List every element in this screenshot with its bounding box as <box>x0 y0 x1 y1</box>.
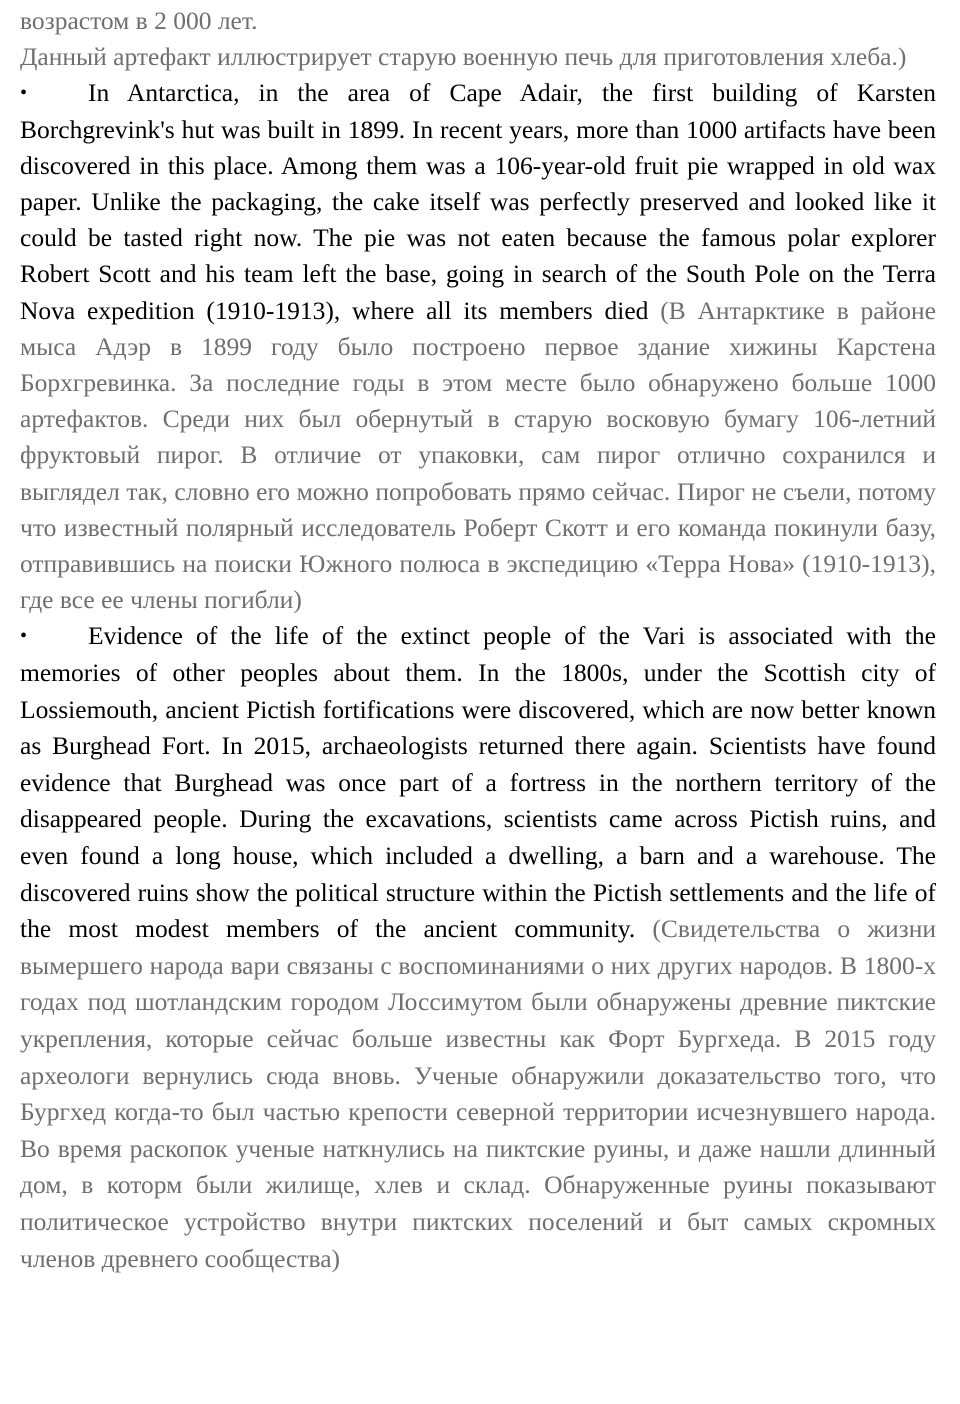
bullet-icon: • <box>20 625 28 648</box>
english-text-vari: Evidence of the life of the extinct people of the Vari is associated with the memories of other peoples about them. In the 1800s, under the Scottish city of Lossiemouth, ancient Pictish fortifications were discovered, which are now better known as Burghead Fort. In 2015, archaeologists returned there again. Scientists have found evidence that Burghead was once part of a fortress in the northern territory of the disappeared people. During the excavations, scientists came across Pictish ruins, and even found a long house, which included a dwelling, a barn and a warehouse. The discovered ruins show the political structure within the Pictish settlements and the life of the most modest members of the ancient community. <box>20 621 936 944</box>
russian-translation-antarctica: (В Антарктике в районе мыса Адэр в 1899 году было построено первое здание хижины Карстена Борхгревинка. За последние годы в этом месте было обнаружено больше 1000 артефактов. Среди них был обернутый в старую восковую бумагу 106-летний фруктовый пирог. В отличие от упаковки, сам пирог отлично сохранился и выглядел так, словно его можно попробовать прямо сейчас. Пирог не съели, потому что известный полярный исследователь Роберт Скотт и его команда покинули базу, отправившись на поиски Южного полюса в экспедицию «Терра Нова» (1910-1913), где все ее члены погибли) <box>20 295 936 615</box>
bullet-icon: • <box>20 82 28 105</box>
english-text-antarctica: In Antarctica, in the area of Cape Adair, the first building of Karsten Borchgrevink's hut was built in 1899. In recent years, more than 1000 artifacts have been discovered in this place. Among them was a 106-year-old fruit pie wrapped in old wax paper. Unlike the packaging, the cake itself was perfectly preserved and looked like it could be tasted right now. The pie was not eaten because the famous polar explorer Robert Scott and his team left the base, going in search of the South Pole on the Terra Nova expedition (1910-1913), where all its members died <box>20 78 936 325</box>
intro-line-2: Данный артефакт иллюстрирует старую военную печь для приготовления хлеба.) <box>20 42 907 72</box>
intro-line-1: возрастом в 2 000 лет. <box>20 6 258 35</box>
bullet-item-antarctica <box>20 75 936 618</box>
russian-translation-vari: (Свидетельства о жизни вымершего народа вари связаны с воспоминаниями о них других народов. В 1800-х годах под шотландским городом Лоссимутом были обнаружены древние пиктские укрепления, которые сейчас больше известны как Форт Бургхеда. В 2015 году археологи вернулись сюда вновь. Ученые обнаружили доказательство того, что Бургхед когда-то был частью крепости северной территории исчезнувшего народа. Во время раскопок ученые наткнулись на пиктские руины, и даже нашли длинный дом, в которм были жилище, хлев и склад. Обнаруженные руины показывают политическое устройство внутри пиктских поселений и быт самых скромных членов древнего сообщества) <box>20 914 936 1273</box>
bullet-item-vari <box>20 618 936 1277</box>
